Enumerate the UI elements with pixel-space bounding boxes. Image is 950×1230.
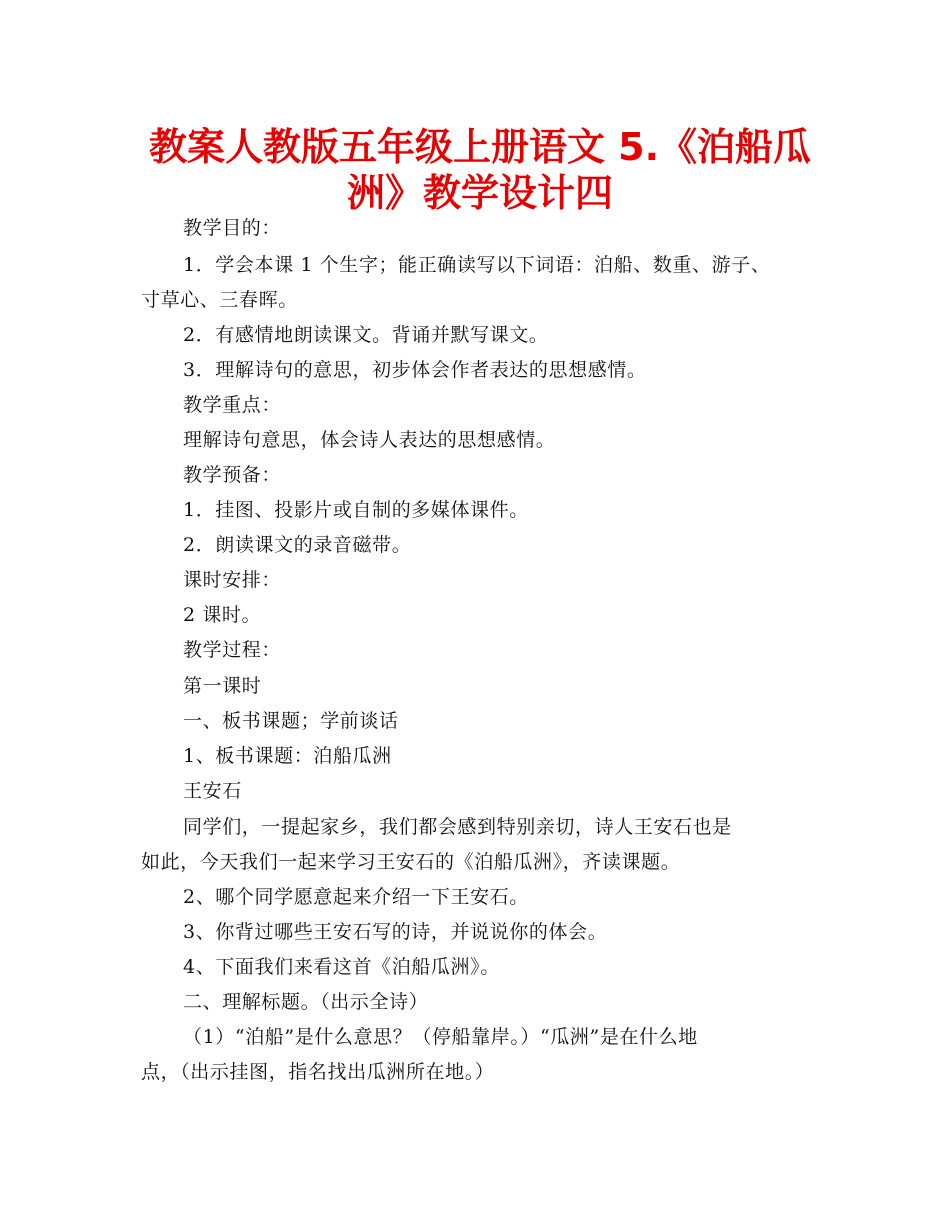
section-1-item-1: 1、板书课题：泊船瓜洲 [183,745,392,767]
section-1-item-4: 4、下面我们来看这首《泊船瓜洲》。 [183,956,500,978]
section-2-item-1-continued: 点，（出示挂图，指名找出瓜洲所在地。） [141,1061,495,1083]
intro-paragraph-continued: 如此，今天我们一起来学习王安石的《泊船瓜洲》，齐读课题。 [141,851,681,873]
section-2-item-1: （1）“泊船”是什么意思？（停船靠岸。）“瓜洲”是在什么地 [183,1026,698,1048]
preparation-1: 1．挂图、投影片或自制的多媒体课件。 [183,499,529,521]
objective-1: 1．学会本课 1 个生字；能正确读写以下词语：泊船、数重、游子、 [183,254,771,276]
schedule-text: 2 课时。 [183,604,262,626]
section-1-item-2: 2、哪个同学愿意起来介绍一下王安石。 [183,886,529,908]
document-title-line-1: 教案人教版五年级上册语文 5.《泊船瓜 [148,125,812,169]
preparation-2: 2．朗读课文的录音磁带。 [183,534,412,556]
section-1-heading: 一、板书课题；学前谈话 [183,710,399,732]
first-lesson-heading: 第一课时 [183,675,262,697]
objective-1-continued: 寸草心、三春晖。 [141,289,298,311]
objective-3: 3．理解诗句的意思，初步体会作者表达的思想感情。 [183,359,647,381]
heading-objectives: 教学目的： [183,217,282,239]
author-name: 王安石 [183,780,242,802]
objective-2: 2．有感情地朗读课文。背诵并默写课文。 [183,324,549,346]
key-points-text: 理解诗句意思，体会诗人表达的思想感情。 [183,429,556,451]
intro-paragraph: 同学们，一提起家乡，我们都会感到特别亲切，诗人王安石也是 [183,816,732,838]
heading-process: 教学过程： [183,639,282,661]
section-2-heading: 二、理解标题。（出示全诗） [183,991,429,1013]
section-1-item-3: 3、你背过哪些王安石写的诗，并说说你的体会。 [183,921,608,943]
heading-schedule: 课时安排： [183,569,282,591]
document-title-line-2: 洲》教学设计四 [346,171,613,215]
heading-preparation: 教学预备： [183,464,282,486]
heading-key-points: 教学重点： [183,394,282,416]
